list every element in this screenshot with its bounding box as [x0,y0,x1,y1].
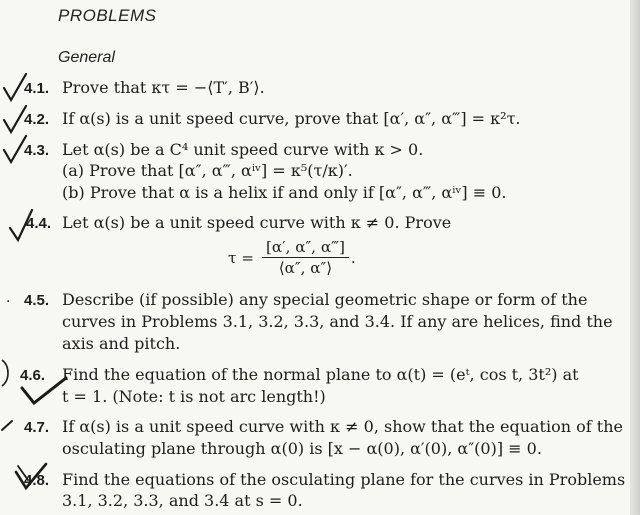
problem-text: axis and pitch. [62,334,181,353]
bracket-mark-icon [0,358,14,388]
problem-number: 4.4. [26,215,52,232]
torsion-formula [228,238,356,277]
problem-text: 3.1, 3.2, 3.3, and 3.4 at s = 0. [62,491,303,510]
problem-number: 4.6. [20,367,46,384]
problem-text: osculating plane through α(0) is [x − α(0), α′(0), α″(0)] ≡ 0. [62,439,542,458]
formula-lhs: τ = [228,248,254,267]
problem-part-a: (a) Prove that [α″, α‴, αⁱᵛ] = κ⁵(τ/κ)′. [62,161,353,180]
problem-text: t = 1. (Note: t is not arc length!) [62,387,326,406]
problem-text: curves in Problems 3.1, 3.2, 3.3, and 3.4. If any are helices, find the [62,312,613,331]
fraction-denominator: ⟨α″, α″⟩ [278,259,333,277]
problem-text: Find the equation of the normal plane to α(t) = (eᵗ, cos t, 3t²) at [62,365,579,384]
problem-number: 4.8. [24,472,50,489]
problem-text: If α(s) is a unit speed curve, prove that [α′, α″, α‴] = κ²τ. [62,109,521,128]
page-header: PROBLEMS [58,6,157,25]
problem-number: 4.5. [24,292,50,309]
problem-text: If α(s) is a unit speed curve with κ ≠ 0, show that the equation of the [62,417,623,436]
problem-number: 4.3. [24,142,50,159]
problem-number: 4.1. [24,80,50,97]
problem-text: Let α(s) be a C⁴ unit speed curve with κ > 0. [62,140,424,159]
problem-number: 4.7. [24,419,50,436]
problem-text: Describe (if possible) any special geometric shape or form of the [62,290,588,309]
page-edge-shadow [630,0,640,515]
problem-number: 4.2. [24,111,50,128]
margin-dot: . [6,290,11,306]
problem-text: Let α(s) be a unit speed curve with κ ≠ 0. Prove [62,213,452,232]
problem-text: Find the equations of the osculating plane for the curves in Problems [62,470,626,489]
section-title: General [58,49,115,66]
problem-text: Prove that κτ = −⟨T′, B′⟩. [62,78,265,97]
formula-end: . [350,248,356,267]
fraction [262,238,349,277]
problem-part-b: (b) Prove that α is a helix if and only if [α″, α‴, αⁱᵛ] ≡ 0. [62,183,507,202]
fraction-numerator: [α′, α″, α‴] [262,238,349,258]
margin-tick-icon [0,418,14,432]
